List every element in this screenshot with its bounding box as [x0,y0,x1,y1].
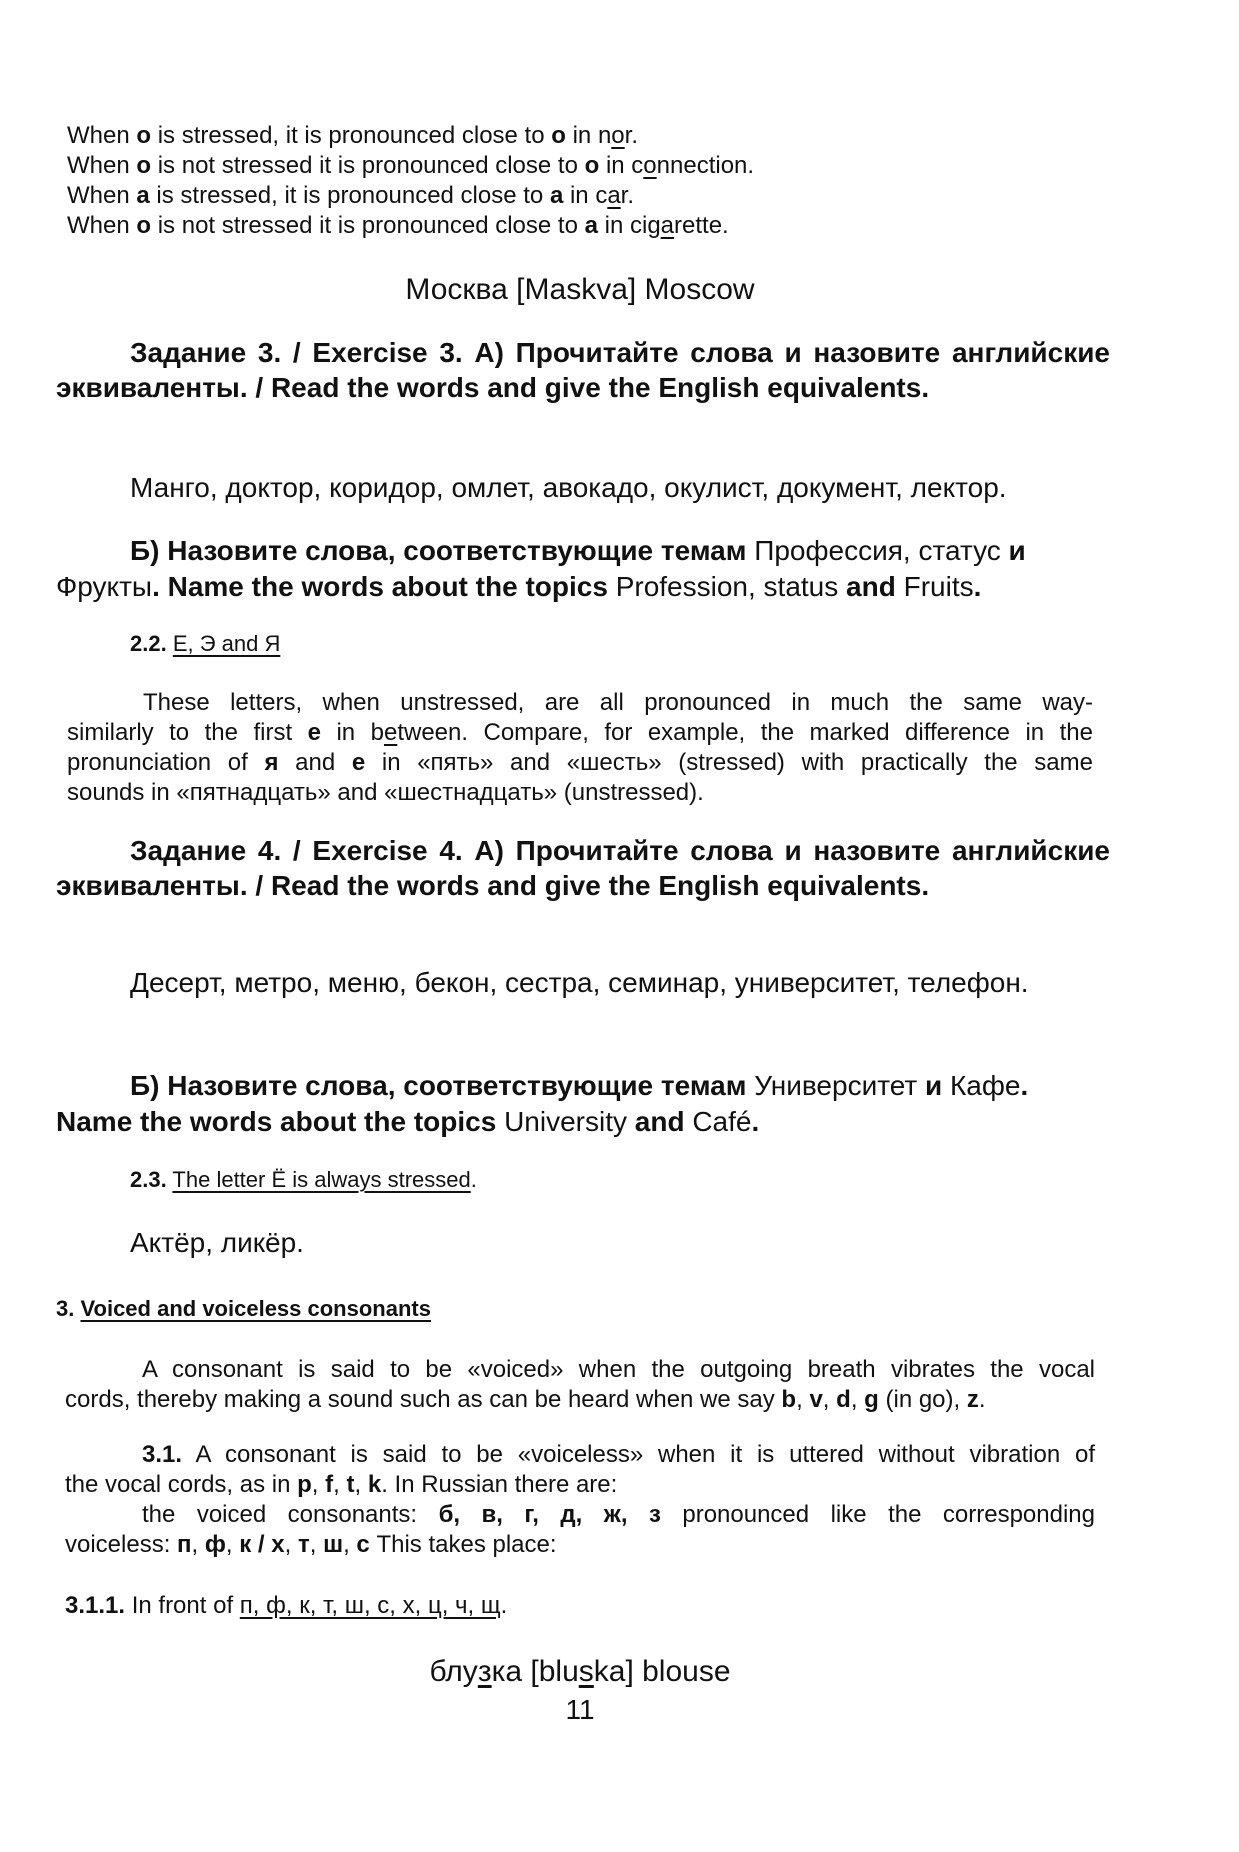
intro-line-3: When a is stressed, it is pronounced close to a in car. [67,182,635,209]
section-2-3-heading: 2.3. The letter Ё is always stressed. [130,1167,477,1192]
moscow-example: Москва [Maskva] Moscow [405,273,755,306]
section-2-2-heading: 2.2. Е, Э and Я [130,631,281,656]
intro-line-4: When o is not stressed it is pronounced close to a in cigarette. [67,212,729,239]
section-2-2-paragraph: These letters, when unstressed, are all pronounced in much the same way- similarly to the first e in between. Compare, for example, the marked difference in the pronunciation of я and е in «пять» and «шесть» (stressed) with practically the same sounds in «пятнадцать» and «шестнадцать» (unstressed). [67,689,1093,806]
task3-title: Задание 3. / Exercise 3. А) Прочитайте слова и назовите английские эквиваленты. / Read the words and give the English equivalents. [56,337,1110,403]
blouse-example: блузка [bluska] blouse [429,1655,731,1688]
section-3-heading: 3. Voiced and voiceless consonants [56,1296,431,1321]
section-3-1-paragraph: 3.1. A consonant is said to be «voiceless» when it is uttered without vibration of the vocal cords, as in p, f, t, k. In Russian there are: the voiced consonants: б, в, г, д, ж, з pronounced like the corresponding voiceless: п, ф, к / х, т, ш, с This takes place: [65,1441,1096,1558]
intro-line-2: When o is not stressed it is pronounced close to o in connection. [67,152,755,179]
page-number: 11 [565,1694,595,1725]
task3-words: Манго, доктор, коридор, омлет, авокадо, окулист, документ, лектор. [130,472,1007,503]
actor-example: Актёр, ликёр. [130,1227,304,1258]
intro-block [67,121,967,241]
task3-part-b: Б) Назовите слова, соответствующие темам Профессия, статус и Фрукты. Name the words about the topics Profession, status and Fruits. [56,535,1026,602]
task4-title: Задание 4. / Exercise 4. А) Прочитайте слова и назовите английские эквиваленты. / Read the words and give the English equivalents. [56,835,1110,901]
intro-line-1: When o is stressed, it is pronounced close to o in nor. [67,122,638,149]
section-3-1-1: 3.1.1. In front of п, ф, к, т, ш, с, х, ц, ч, щ. [65,1592,508,1619]
section-3-paragraph: A consonant is said to be «voiced» when the outgoing breath vibrates the vocal cords, thereby making a sound such as can be heard when we say b, v, d, g (in go), z. [65,1356,1095,1413]
task4-part-b: Б) Назовите слова, соответствующие темам Университет и Кафе. Name the words about the topics University and Café. [56,1070,1029,1137]
task4-words: Десерт, метро, меню, бекон, сестра, семинар, университет, телефон. [130,967,1029,998]
